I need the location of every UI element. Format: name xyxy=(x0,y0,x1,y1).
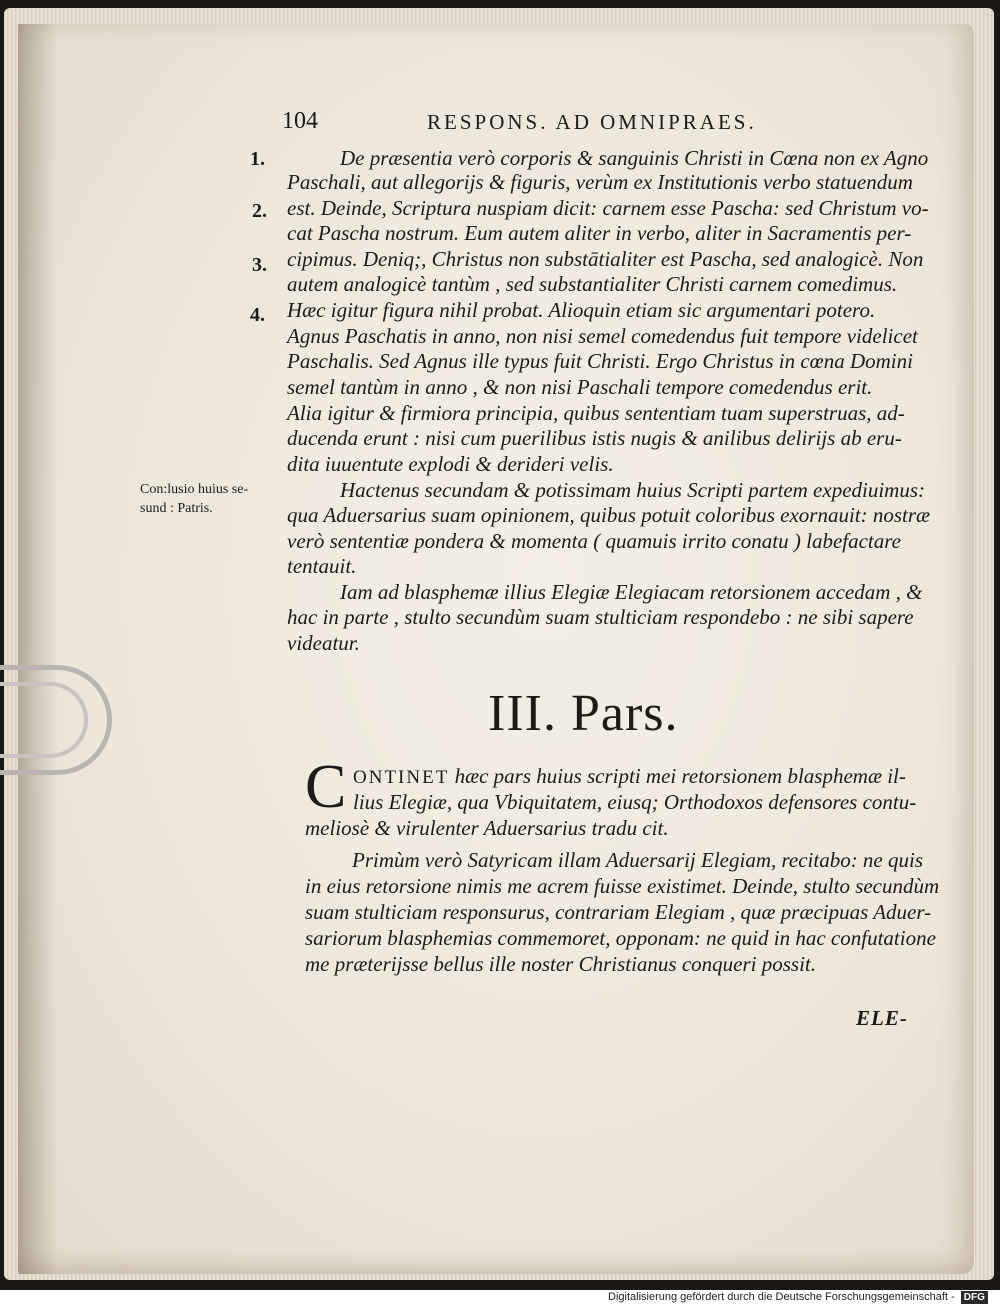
text-line: Paschalis. Sed Agnus ille typus fuit Christi. Ergo Christus in cœna Domini xyxy=(287,349,913,373)
text-line: suam stulticiam responsurus, contrariam Elegiam , quæ præcipuas Aduer- xyxy=(305,900,932,924)
gutter-shadow xyxy=(18,24,58,1274)
text-line: Iam ad blasphemæ illius Elegiæ Elegiacam retorsionem accedam , & xyxy=(340,580,923,604)
catchword: ELE- xyxy=(856,1006,908,1030)
text-line: verò sententiæ pondera & momenta ( quamuis irrito conatu ) labefactare xyxy=(287,529,901,553)
text-line: Hæc igitur figura nihil probat. Alioquin etiam sic argumentari potero. xyxy=(287,298,876,322)
footer-text: Digitalisierung gefördert durch die Deutsche Forschungsgemeinschaft - xyxy=(608,1291,955,1303)
text-line: videatur. xyxy=(287,631,360,655)
side-note-line: sund : Patris. xyxy=(140,501,213,516)
running-title: RESPONS. AD OMNIPRAES. xyxy=(427,110,757,134)
text-line: hac in parte , stulto secundùm suam stulticiam respondebo : ne sibi sapere xyxy=(287,605,914,629)
text-line: Paschali, aut allegorijs & figuris, verùm ex Institutionis verbo statuendum xyxy=(287,170,913,194)
opening-line-rest: hæc pars huius scripti mei retorsionem blasphemæ il- xyxy=(454,764,906,788)
text-line xyxy=(353,764,906,789)
text-line: cipimus. Deniq;, Christus non substātialiter est Pascha, sed analogicè. Non xyxy=(287,247,924,271)
dfg-logo-icon[interactable]: DFG xyxy=(961,1291,988,1304)
margin-number: 1. xyxy=(250,148,265,170)
text-line: est. Deinde, Scriptura nuspiam dicit: carnem esse Pascha: sed Christum vo- xyxy=(287,196,929,220)
text-line: qua Aduersarius suam opinionem, quibus potuit coloribus exornauit: nostræ xyxy=(287,503,931,527)
margin-number: 4. xyxy=(250,304,265,326)
text-line: sariorum blasphemias commemoret, opponam: ne quid in hac confutatione xyxy=(305,926,936,950)
paper-clip-inner-icon xyxy=(0,682,88,758)
running-header xyxy=(282,108,782,138)
text-line: tentauit. xyxy=(287,554,357,578)
text-line: meliosè & virulenter Aduersarius tradu cit. xyxy=(305,816,669,840)
text-line: me præterijsse bellus ille noster Christianus conqueri possit. xyxy=(305,952,817,976)
text-line: Primùm verò Satyricam illam Aduersarij Elegiam, recitabo: ne quis xyxy=(352,848,924,872)
side-note xyxy=(140,480,280,518)
opening-word: ONTINET xyxy=(353,767,450,788)
text-line: Hactenus secundam & potissimam huius Scripti partem expediuimus: xyxy=(340,478,926,502)
text-line: cat Pascha nostrum. Eum autem aliter in verbo, aliter in Sacramentis per- xyxy=(287,221,912,245)
part-title: III. Pars. xyxy=(488,685,679,742)
margin-number: 2. xyxy=(252,200,267,222)
margin-number: 3. xyxy=(252,254,267,276)
text-line: autem analogicè tantùm , sed substantialiter Christi carnem comedimus. xyxy=(287,272,898,296)
text-line: semel tantùm in anno , & non nisi Paschali tempore comedendus erit. xyxy=(287,375,873,399)
page-number: 104 xyxy=(282,108,318,134)
text-line: dita iuuentute explodi & derideri velis. xyxy=(287,452,614,476)
drop-cap: C xyxy=(305,753,347,821)
text-line: lius Elegiæ, qua Vbiquitatem, eiusq; Orthodoxos defensores contu- xyxy=(353,790,917,814)
footer-credit xyxy=(608,1291,998,1307)
text-line: De præsentia verò corporis & sanguinis Christi in Cœna non ex Agno xyxy=(340,146,929,170)
text-line: ducenda erunt : nisi cum puerilibus istis nugis & anilibus delirijs ab eru- xyxy=(287,426,902,450)
text-line: Alia igitur & firmiora principia, quibus sententiam tuam superstruas, ad- xyxy=(287,401,905,425)
text-line: in eius retorsione nimis me acrem fuisse existimet. Deinde, stulto secundùm xyxy=(305,874,940,898)
text-line: Agnus Paschatis in anno, non nisi semel comedendus fuit tempore videlicet xyxy=(287,324,918,348)
side-note-line: Con:lusio huius se- xyxy=(140,482,249,497)
